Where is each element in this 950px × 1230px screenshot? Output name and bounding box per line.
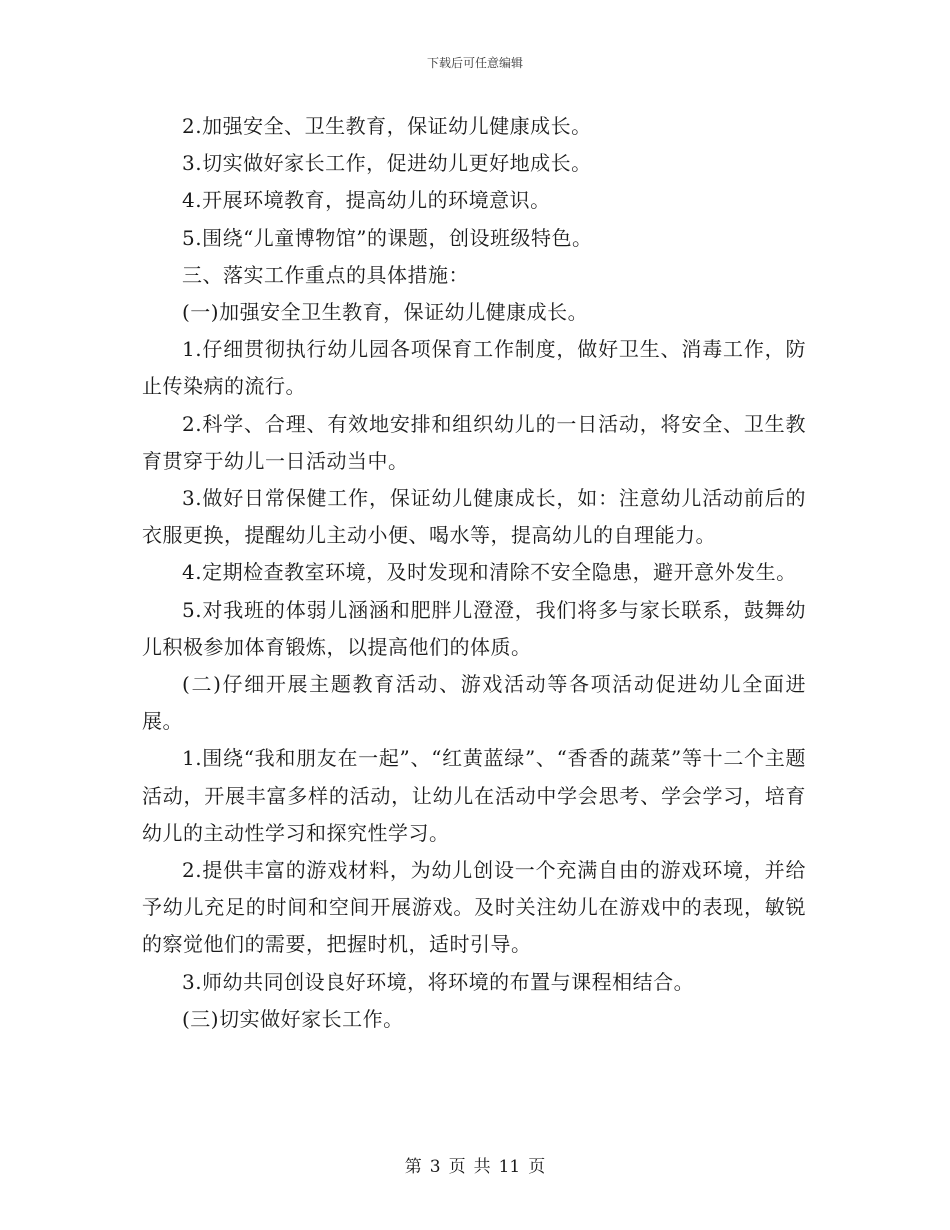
paragraph: 4.开展环境教育，提高幼儿的环境意识。 <box>182 188 551 213</box>
current-page-number: 3 <box>429 1157 441 1177</box>
footer-label-page: 第 <box>404 1157 422 1177</box>
paragraph: 2.提供丰富的游戏材料，为幼儿创设一个充满自由的游戏环境，并给予幼儿充足的时间和空间开展游戏。及时关注幼儿在游戏中的表现，敏锐的察觉他们的需要，把握时机，适时引导。 <box>142 858 806 957</box>
paragraph: 1.仔细贯彻执行幼儿园各项保育工作制度，做好卫生、消毒工作，防止传染病的流行。 <box>142 337 806 399</box>
paragraph: 3.做好日常保健工作，保证幼儿健康成长，如：注意幼儿活动前后的衣服更换，提醒幼儿主动小便、喝水等，提高幼儿的自理能力。 <box>142 486 806 548</box>
footer-label-total: 共 <box>473 1157 491 1177</box>
paragraph: 3.师幼共同创设良好环境，将环境的布置与课程相结合。 <box>182 969 695 994</box>
footer-label-unit-end: 页 <box>528 1157 546 1177</box>
subsection-heading: (一)加强安全卫生教育，保证幼儿健康成长。 <box>182 300 589 325</box>
paragraph: 4.定期检查教室环境，及时发现和清除不安全隐患，避开意外发生。 <box>182 560 797 585</box>
total-pages-number: 11 <box>498 1157 521 1177</box>
section-heading: 三、落实工作重点的具体措施： <box>182 262 469 287</box>
paragraph: 2.加强安全、卫生教育，保证幼儿健康成长。 <box>182 114 592 138</box>
paragraph: 3.切实做好家长工作，促进幼儿更好地成长。 <box>182 151 592 176</box>
page-header: 下载后可任意编辑 <box>426 56 523 70</box>
footer-label-unit: 页 <box>448 1157 466 1177</box>
paragraph: 1.围绕“我和朋友在一起”、“红黄蓝绿”、“香香的蔬菜”等十二个主题活动，开展丰富多样的活动，让幼儿在活动中学会思考、学会学习，培育幼儿的主动性学习和探究性学习。 <box>142 746 806 845</box>
page-footer <box>0 1152 950 1177</box>
paragraph: 2.科学、合理、有效地安排和组织幼儿的一日活动，将安全、卫生教育贯穿于幼儿一日活动当中。 <box>142 411 806 473</box>
subsection-heading: (二)仔细开展主题教育活动、游戏活动等各项活动促进幼儿全面进展。 <box>142 672 806 734</box>
subsection-heading: (三)切实做好家长工作。 <box>182 1006 404 1031</box>
document-body <box>142 108 806 1038</box>
paragraph: 5.对我班的体弱儿涵涵和肥胖儿澄澄，我们将多与家长联系，鼓舞幼儿积极参加体育锻炼，以提高他们的体质。 <box>142 597 806 659</box>
paragraph: 5.围绕“儿童博物馆”的课题，创设班级特色。 <box>182 225 593 250</box>
